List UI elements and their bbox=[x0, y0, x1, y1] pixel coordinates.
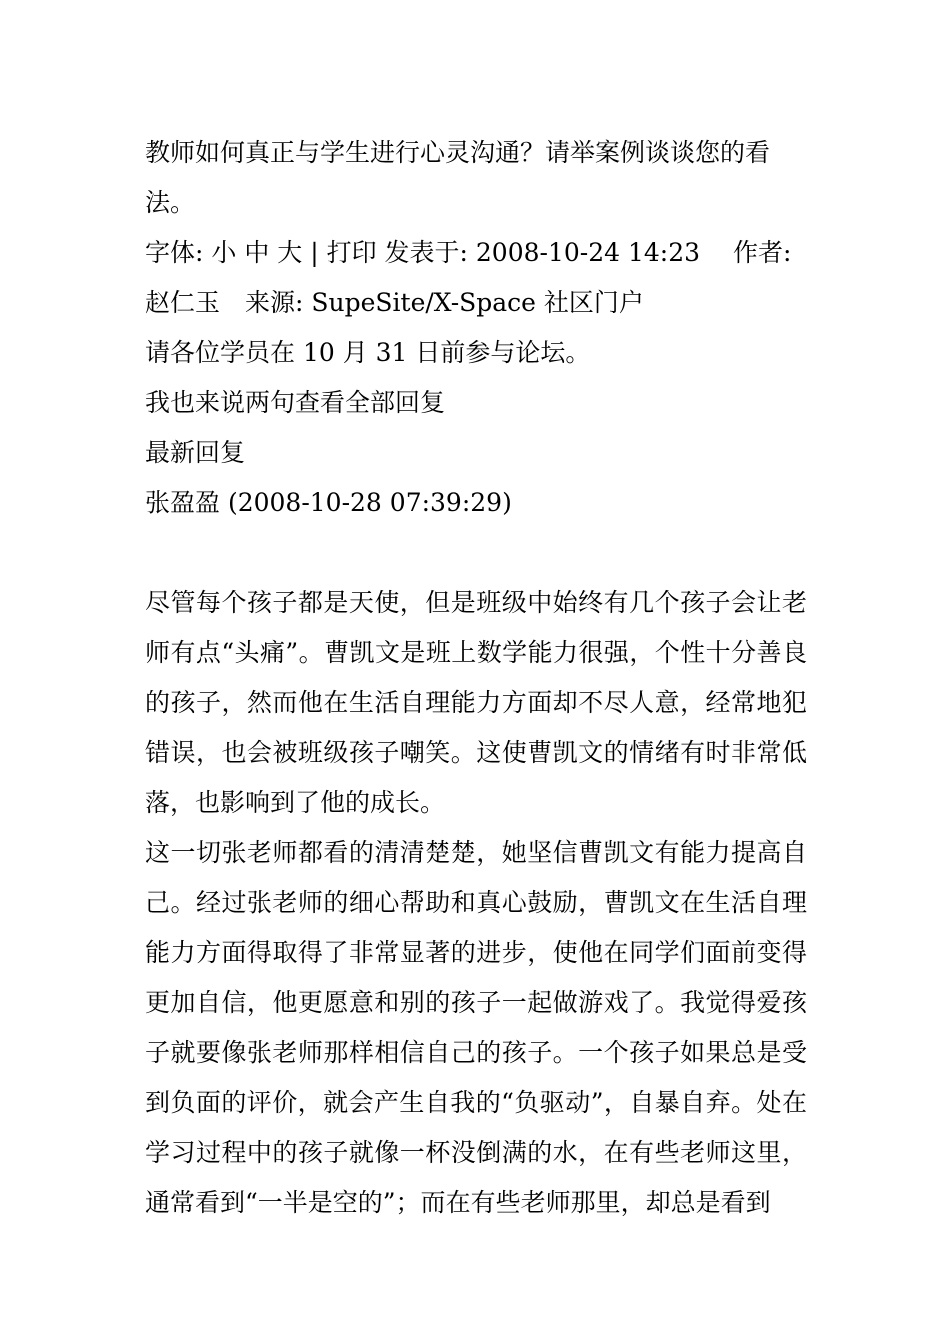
article-title: 教师如何真正与学生进行心灵沟通？请举案例谈谈您的看法。 bbox=[145, 138, 771, 217]
reply-links[interactable]: 我也来说两句查看全部回复 bbox=[145, 388, 446, 417]
latest-replies-heading: 最新回复 bbox=[145, 438, 246, 467]
reply-author-line: 张盈盈 (2008-10-28 07:39:29) bbox=[145, 488, 512, 517]
forum-notice: 请各位学员在 10 月 31 日前参与论坛。 bbox=[145, 338, 591, 367]
article-meta-line: 字体: 小 中 大 | 打印 发表于: 2008-10-24 14:23 作者: 赵仁玉 来源: SupeSite/X-Space 社区门户 bbox=[145, 238, 792, 317]
blank-line bbox=[145, 528, 807, 578]
document-page bbox=[145, 128, 807, 1228]
reply-paragraph-2: 这一切张老师都看的清清楚楚，她坚信曹凯文有能力提高自己。经过张老师的细心帮助和真心鼓励，曹凯文在生活自理能力方面得取得了非常显著的进步，使他在同学们面前变得更加自信，他更愿意和别的孩子一起做游戏了。我觉得爱孩子就要像张老师那样相信自己的孩子。一个孩子如果总是受到负面的评价，就会产生自我的“负驱动”，自暴自弃。处在学习过程中的孩子就像一杯没倒满的水，在有些老师这里，通常看到“一半是空的”；而在有些老师那里，却总是看到 bbox=[145, 838, 807, 1217]
reply-paragraph-1: 尽管每个孩子都是天使，但是班级中始终有几个孩子会让老师有点“头痛”。曹凯文是班上数学能力很强，个性十分善良的孩子，然而他在生活自理能力方面却不尽人意，经常地犯错误，也会被班级孩子嘲笑。这使曹凯文的情绪有时非常低落，也影响到了他的成长。 bbox=[145, 588, 807, 817]
